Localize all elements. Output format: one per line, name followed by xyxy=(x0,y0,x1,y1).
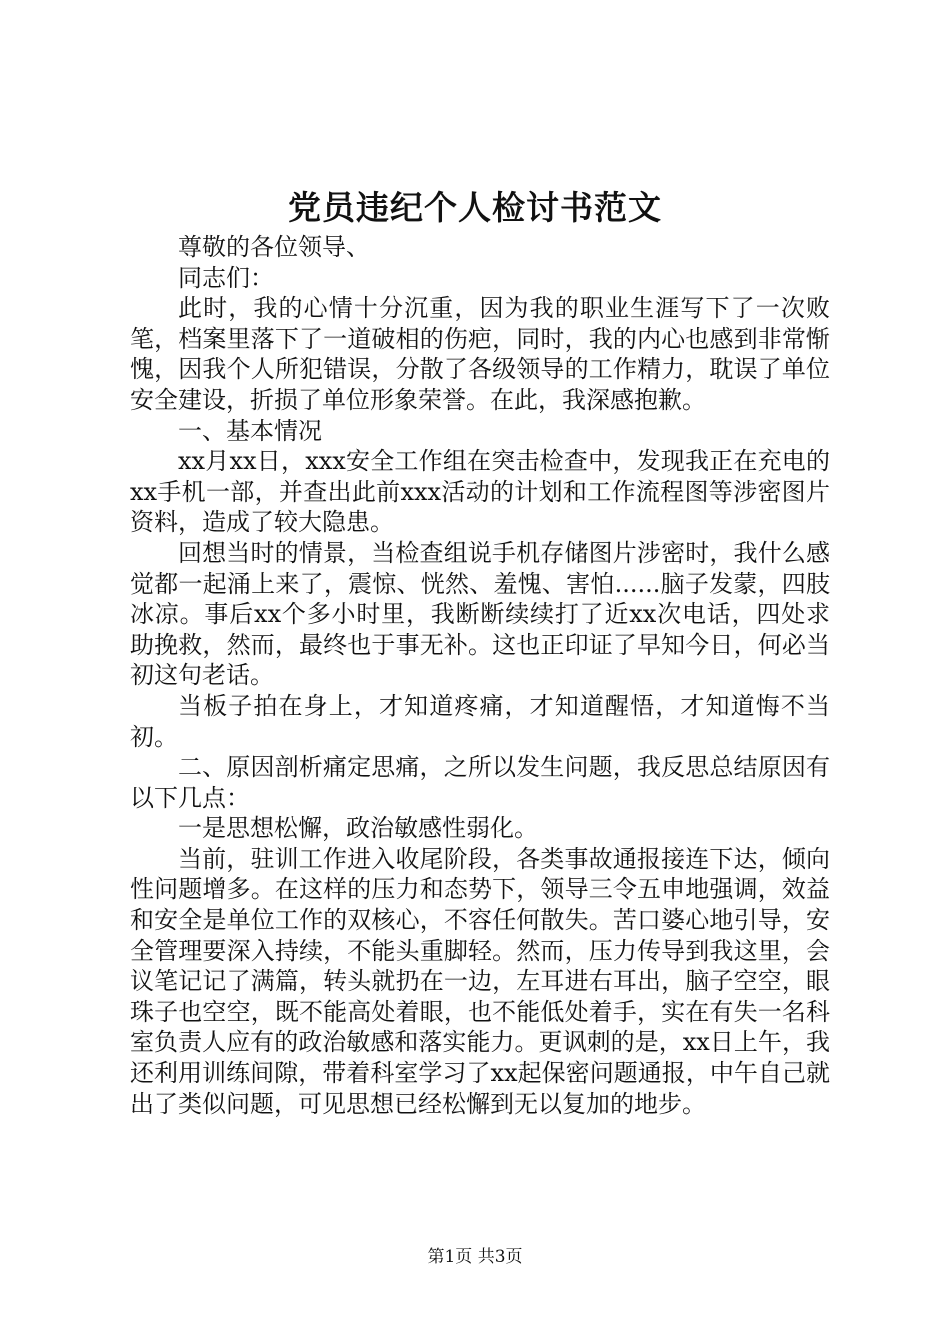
body-paragraph: 回想当时的情景，当检查组说手机存储图片涉密时，我什么感觉都一起涌上来了，震惊、恍然、羞愧、害怕......脑子发蒙，四肢冰凉。事后xx个多小时里，我断断续续打了近xx次电话，四处求助挽救，然而，最终也于事无补。这也正印证了早知今日，何必当初这句老话。 xyxy=(130,538,830,690)
salutation-line-2: 同志们： xyxy=(178,263,274,292)
section-heading-basic-situation: 一、基本情况 xyxy=(178,416,322,445)
sub-heading-point-one: 一是思想松懈，政治敏感性弱化。 xyxy=(178,814,538,843)
body-paragraph: 此时，我的心情十分沉重，因为我的职业生涯写下了一次败笔，档案里落下了一道破相的伤疤，同时，我的内心也感到非常惭愧，因我个人所犯错误，分散了各级领导的工作精力，耽误了单位安全建设，折损了单位形象荣誉。在此，我深感抱歉。 xyxy=(130,294,830,414)
body-paragraph: xx月xx日，xxx安全工作组在突击检查中，发现我正在充电的xx手机一部，并查出此前xxx活动的计划和工作流程图等涉密图片资料，造成了较大隐患。 xyxy=(130,447,830,537)
salutation-line-1: 尊敬的各位领导、 xyxy=(178,233,370,261)
section-heading-cause-analysis: 二、原因剖析痛定思痛，之所以发生问题，我反思总结原因有以下几点： xyxy=(130,753,830,812)
page-number-footer: 第1页 共3页 xyxy=(427,1247,523,1267)
document-body xyxy=(130,232,830,1119)
body-paragraph: 当前，驻训工作进入收尾阶段，各类事故通报接连下达，倾向性问题增多。在这样的压力和态势下，领导三令五申地强调，效益和安全是单位工作的双核心，不容任何散失。苦口婆心地引导，安全管理要深入持续，不能头重脚轻。然而，压力传导到我这里，会议笔记记了满篇，转头就扔在一边，左耳进右耳出，脑子空空，眼珠子也空空，既不能高处着眼，也不能低处着手，实在有失一名科室负责人应有的政治敏感和落实能力。更讽刺的是，xx日上午，我还利用训练间隙，带着科室学习了xx起保密问题通报，中午自己就出了类似问题，可见思想已经松懈到无以复加的地步。 xyxy=(130,844,830,1118)
document-title: 党员违纪个人检讨书范文 xyxy=(288,188,662,227)
body-paragraph: 当板子拍在身上，才知道疼痛，才知道醒悟，才知道悔不当初。 xyxy=(130,691,830,751)
